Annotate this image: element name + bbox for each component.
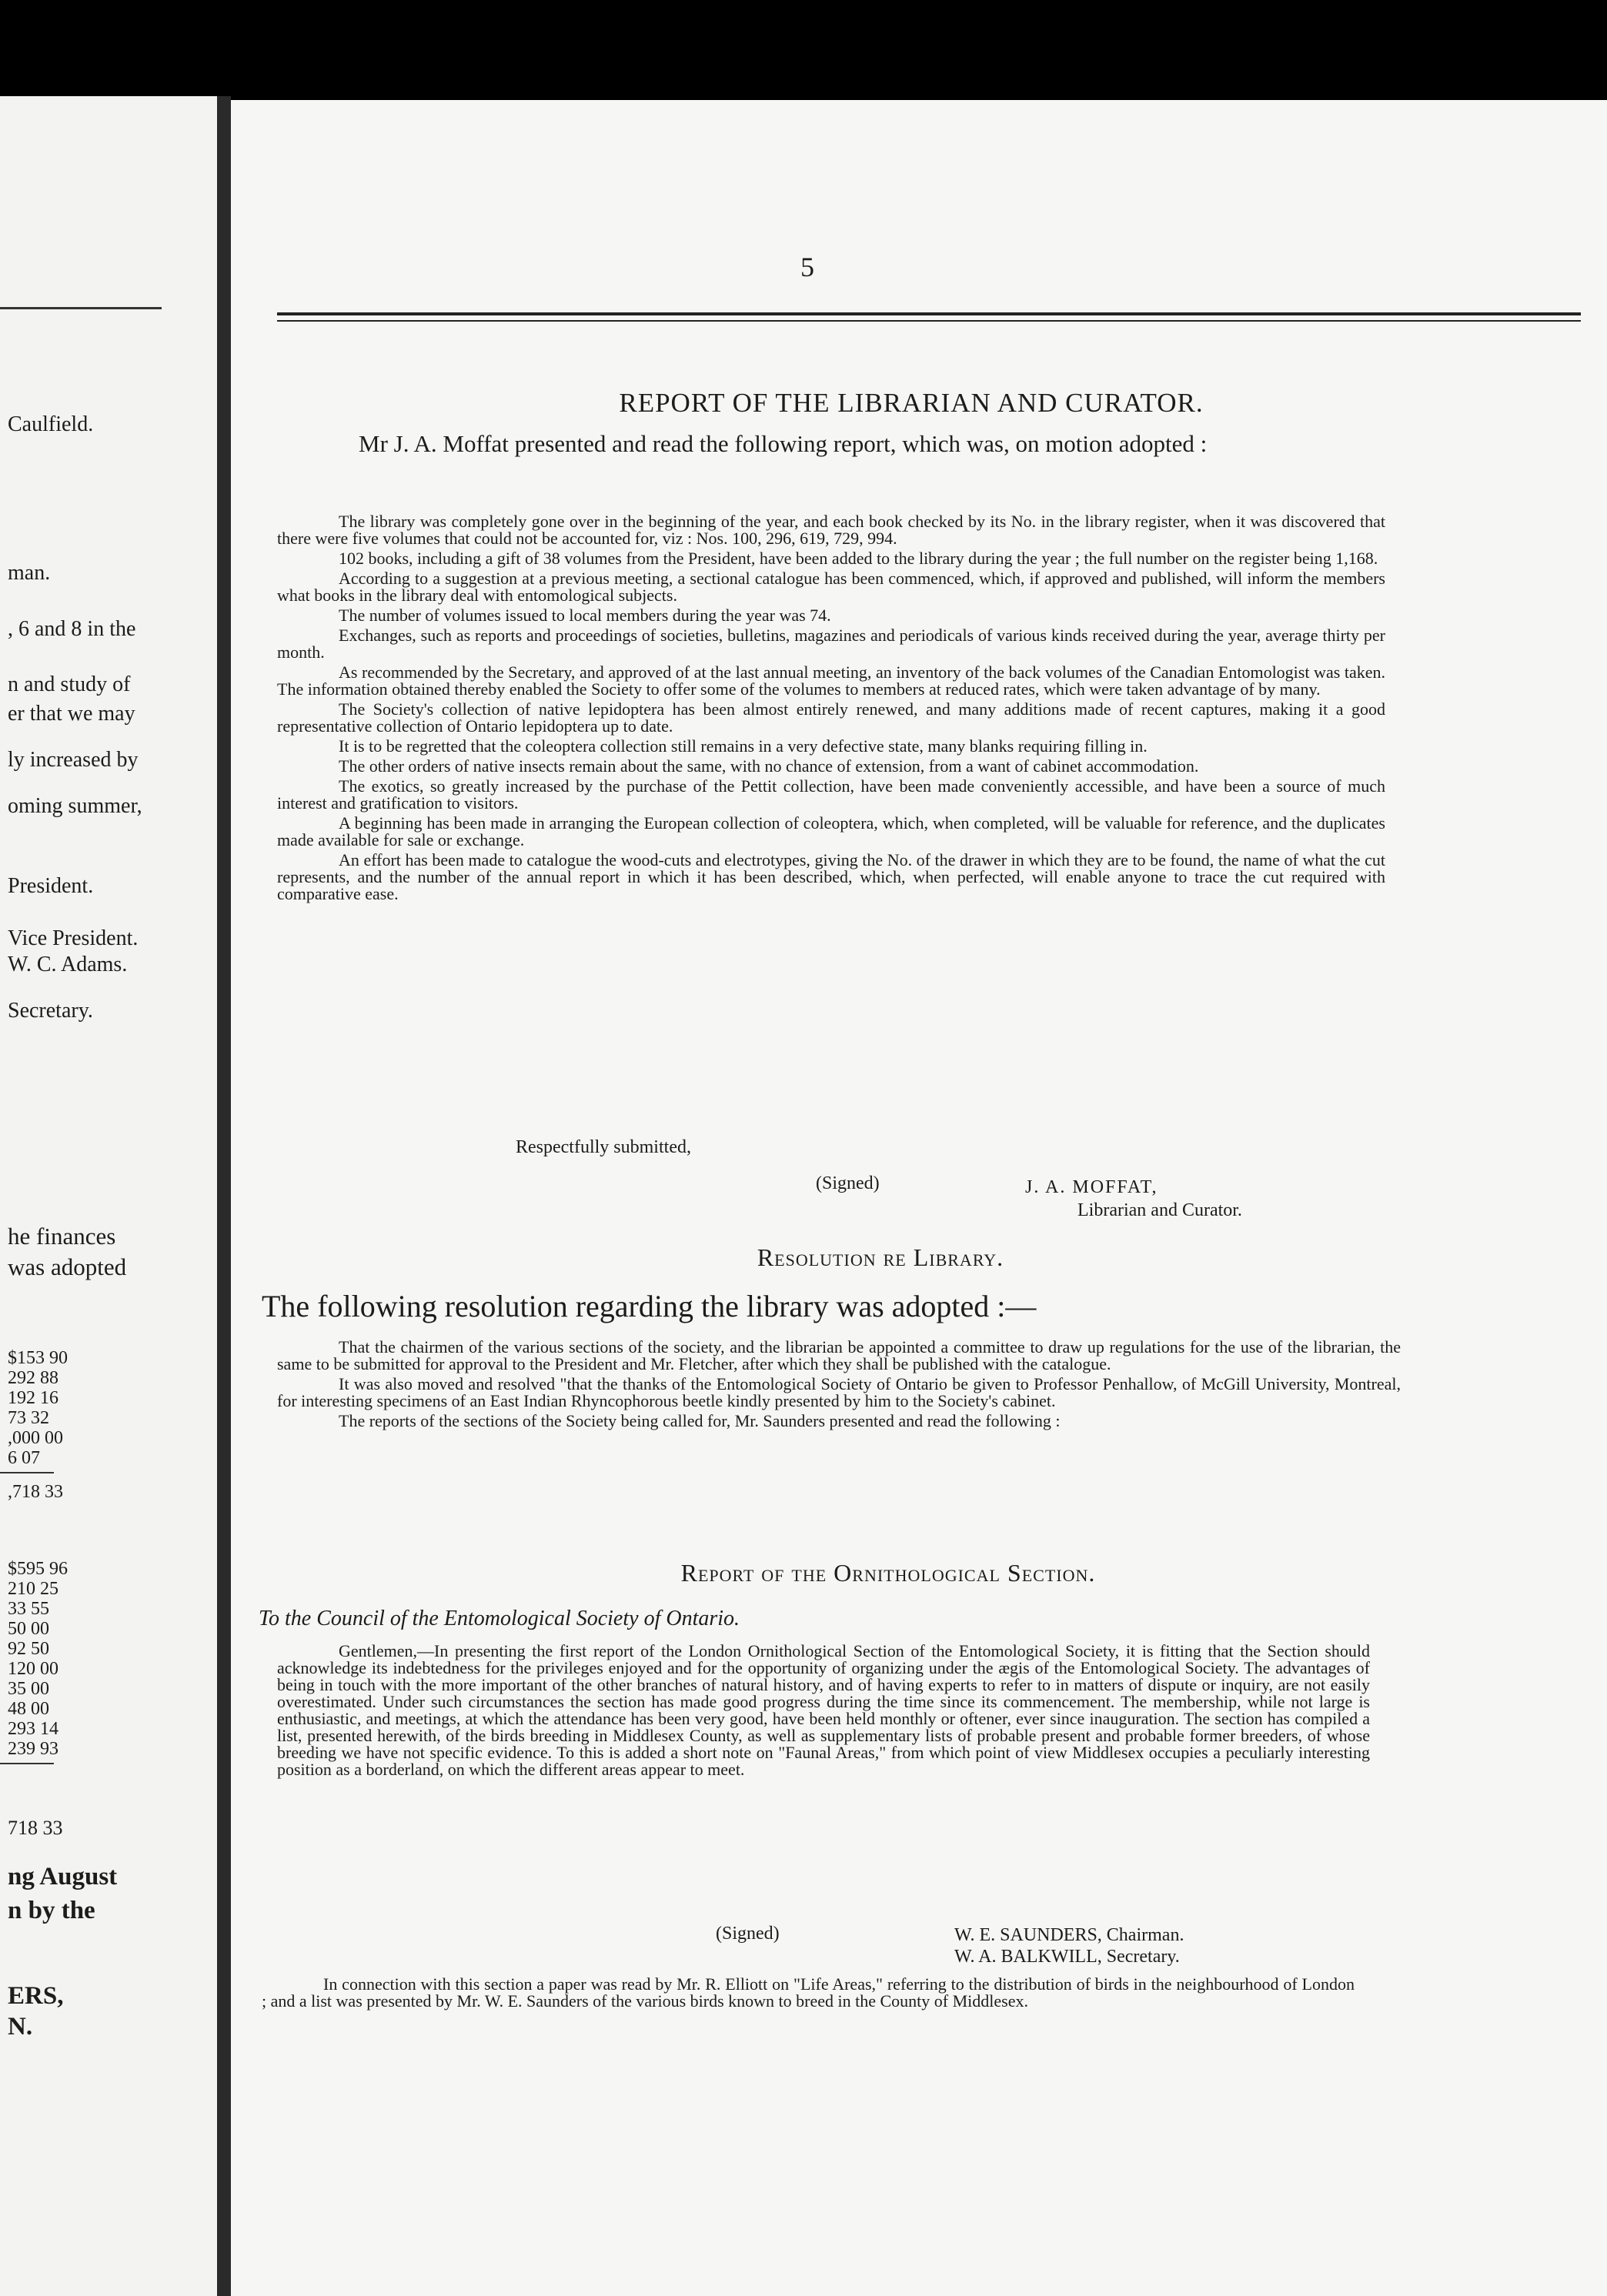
left-total-rule <box>0 1472 54 1473</box>
left-figure: $595 96 <box>8 1559 68 1579</box>
paragraph: Exchanges, such as reports and proceedings of societies, bulletins, magazines and periodicals of various kinds received during the year, average thirty per month. <box>277 626 1385 662</box>
left-figure: 210 25 <box>8 1579 58 1599</box>
paragraph: In connection with this section a paper was read by Mr. R. Elliott on "Life Areas," referring to the distribution of birds in the neighbourhood of London ; and a list was presented by Mr. W. E. Saunders of the various birds known to breed in the County of Middlesex. <box>262 1974 1355 2011</box>
paragraph: According to a suggestion at a previous meeting, a sectional catalogue has been commenced, which, if approved and published, will inform the members what books in the library deal with entomological subjects. <box>277 569 1385 605</box>
paragraph: The library was completely gone over in the beginning of the year, and each book checked by its No. in the library register, when it was discovered that there were five volumes that could not be accounted for, viz : Nos. 100, 296, 619, 729, 994. <box>277 512 1385 548</box>
header-rule <box>277 312 1581 315</box>
left-fragment: ERS, <box>8 1982 64 2010</box>
left-fragment: oming summer, <box>8 794 142 818</box>
paragraph: It is to be regretted that the coleoptera collection still remains in a very defective state, many blanks requiring filling in. <box>339 736 1148 756</box>
left-figure: 293 14 <box>8 1719 58 1739</box>
left-figure: ,000 00 <box>8 1428 63 1448</box>
paragraph: An effort has been made to catalogue the wood-cuts and electrotypes, giving the No. of the drawer in which they are to be found, the name of what the cut represents, and the number of the annual report in which it has been described, which, when perfected, will enable anyone to trace the cut required with comparative ease. <box>277 850 1385 903</box>
signer-chairman: W. E. SAUNDERS, Chairman. <box>954 1925 1184 1945</box>
page-number: 5 <box>800 252 814 282</box>
paragraph: The reports of the sections of the Society being called for, Mr. Saunders presented and read the following : <box>339 1411 1061 1430</box>
librarian-report-body <box>277 513 1385 906</box>
signed-label: (Signed) <box>716 1924 780 1944</box>
left-fragment: n by the <box>8 1897 95 1924</box>
ornithological-addressee: To the Council of the Entomological Society of Ontario. <box>259 1607 740 1630</box>
left-figure: 92 50 <box>8 1639 49 1659</box>
paragraph: It was also moved and resolved "that the thanks of the Entomological Society of Ontario be given to Professor Penhallow, of McGill University, Montreal, for interesting specimens of an East Indian Rhyncophorous beetle kindly presented by him to the Society's cabinet. <box>277 1374 1401 1410</box>
left-fragment: ng August <box>8 1863 118 1891</box>
ornithological-title: Report of the Ornithological Section. <box>680 1559 1096 1587</box>
left-fragment: N. <box>8 2013 33 2041</box>
left-fragment: , 6 and 8 in the <box>8 617 136 641</box>
left-fragment: Secretary. <box>8 999 93 1023</box>
resolution-title: Resolution re Library. <box>757 1243 1004 1271</box>
paragraph: A beginning has been made in arranging the European collection of coleoptera, which, when completed, will be valuable for reference, and the duplicates made available for sale or exchange. <box>277 813 1385 849</box>
left-page-rule <box>0 307 162 309</box>
left-figure: 33 55 <box>8 1599 49 1619</box>
left-figure: 73 32 <box>8 1408 49 1428</box>
paragraph: 102 books, including a gift of 38 volumes from the President, have been added to the library during the year ; the full number on the register being 1,168. <box>339 549 1378 568</box>
left-figure: 35 00 <box>8 1679 49 1699</box>
signer-name: J. A. MOFFAT, <box>1025 1177 1158 1197</box>
left-fragment: man. <box>8 561 51 585</box>
ornithological-closing <box>262 1976 1355 2013</box>
left-total: 718 33 <box>8 1817 63 1839</box>
left-figure: 192 16 <box>8 1388 58 1408</box>
librarian-intro: Mr J. A. Moffat presented and read the following report, which was, on motion adopted : <box>359 430 1208 457</box>
left-fragment: ly increased by <box>8 748 139 772</box>
paragraph: That the chairmen of the various sections of the society, and the librarian be appointed a committee to draw up regulations for the use of the librarian, the same to be submitted for approval to the President and Mr. Fletcher, after which they shall be published with the catalogue. <box>277 1337 1401 1373</box>
left-figure: 6 07 <box>8 1448 40 1468</box>
librarian-report-title: REPORT OF THE LIBRARIAN AND CURATOR. <box>619 388 1204 418</box>
resolution-lead: The following resolution regarding the library was adopted :— <box>262 1289 1037 1323</box>
paragraph: Gentlemen,—In presenting the first report of the London Ornithological Section of the Entomological Society, it is fitting that the Section should acknowledge its indebtedness for the privileges enjoyed and for the opportunity of organizing under the ægis of the Entomological Society. The advantages of being in touch with the more important of the other branches of natural history, and of having experts to refer to in matters of dispute or inquiry, are not easily overestimated. Under such circumstances the section has made good progress during the time since its commencement. The membership, while not large is enthusiastic, and meetings, at which the attendance has been very good, have been held monthly or oftener, ever since inauguration. The section has compiled a list, presented herewith, of the birds breeding in Middlesex County, as well as supplementary lists of probable present and probable former breeders, of whose breeding we have not specific evidence. To this is added a short note on "Faunal Areas," from which point of view Middlesex occupies a peculiarly interesting position as a borderland, on which the different areas appear to meet. <box>277 1641 1370 1779</box>
signer-title: Librarian and Curator. <box>1077 1200 1242 1220</box>
paragraph: The number of volumes issued to local members during the year was 74. <box>339 606 831 625</box>
left-fragment: W. C. Adams. <box>8 953 128 976</box>
signer-secretary: W. A. BALKWILL, Secretary. <box>954 1947 1180 1967</box>
signed-label: (Signed) <box>816 1173 880 1193</box>
left-fragment: he finances <box>8 1223 116 1250</box>
left-fragment: Vice President. <box>8 926 139 950</box>
left-figure: $153 90 <box>8 1348 68 1368</box>
left-figure: 239 93 <box>8 1739 58 1759</box>
left-facing-page <box>0 96 217 2296</box>
left-fragment: n and study of <box>8 672 131 696</box>
paragraph: The other orders of native insects remain about the same, with no chance of extension, from a want of cabinet accommodation. <box>339 756 1199 776</box>
page-5 <box>231 100 1607 2296</box>
ornithological-body <box>277 1643 1370 1781</box>
left-fragment: er that we may <box>8 702 135 726</box>
book-gutter <box>217 96 231 2296</box>
paragraph: The exotics, so greatly increased by the purchase of the Pettit collection, have been made conveniently accessible, and have been a source of much interest and gratification to visitors. <box>277 776 1385 813</box>
left-figure: 120 00 <box>8 1659 58 1679</box>
left-figure: 50 00 <box>8 1619 49 1639</box>
left-fragment: was adopted <box>8 1253 127 1280</box>
left-total-rule <box>0 1763 54 1764</box>
header-rule-thin <box>277 320 1581 322</box>
left-total: ,718 33 <box>8 1482 63 1502</box>
resolution-body <box>277 1339 1401 1433</box>
paragraph: As recommended by the Secretary, and approved of at the last annual meeting, an inventory of the back volumes of the Canadian Entomologist was taken. The information obtained thereby enabled the Society to offer some of the volumes to members at reduced rates, which were taken advantage of by many. <box>277 662 1385 699</box>
left-figure: 48 00 <box>8 1699 49 1719</box>
left-fragment: President. <box>8 874 94 898</box>
left-figure: 292 88 <box>8 1368 58 1388</box>
closing-respectfully: Respectfully submitted, <box>516 1137 691 1157</box>
paragraph: The Society's collection of native lepidoptera has been almost entirely renewed, and many additions made of recent captures, making it a good representative collection of Ontario lepidoptera up to date. <box>277 699 1385 736</box>
left-fragment: Caulfield. <box>8 412 94 436</box>
